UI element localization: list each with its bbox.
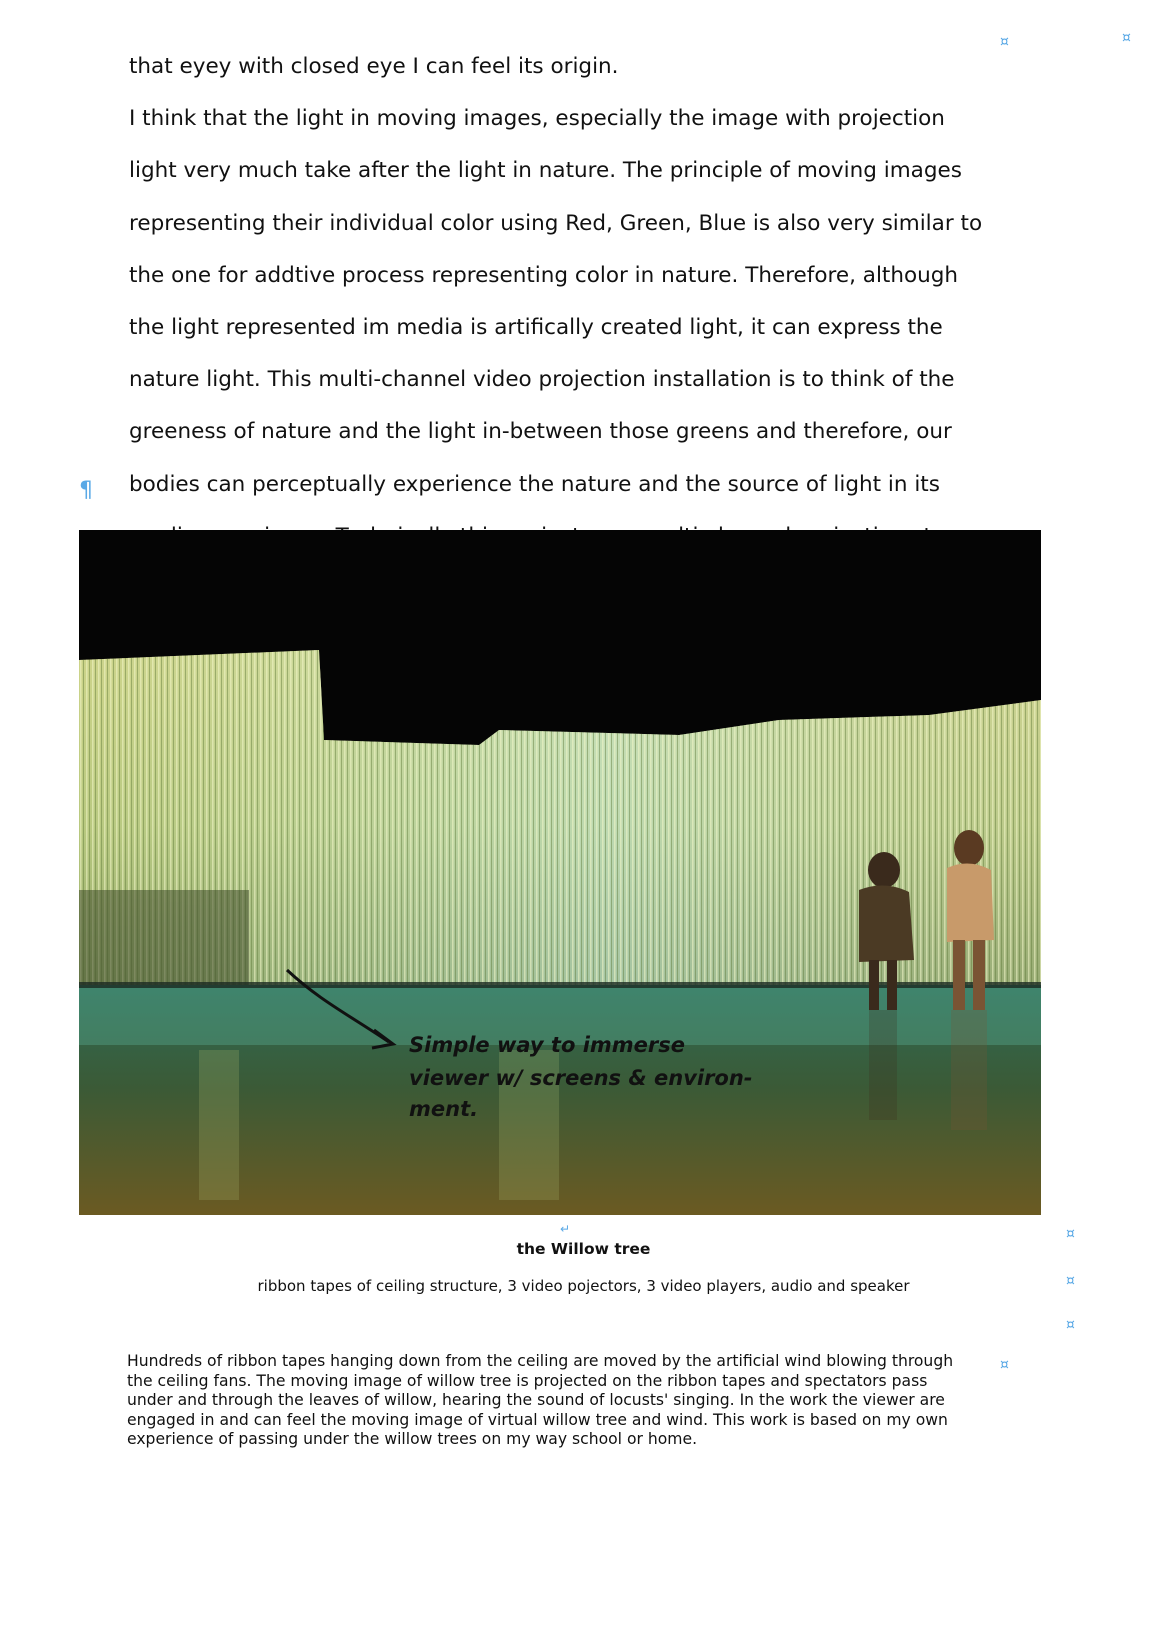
willow-installation-image xyxy=(79,530,1041,1215)
handwritten-note-line: ment. xyxy=(409,1097,479,1121)
text-line: engaged in and can feel the moving image of virtual willow tree and wind. This work is based on my own xyxy=(127,1410,948,1429)
cell-end-icon: ¤ xyxy=(1000,34,1009,50)
cell-end-icon: ¤ xyxy=(1066,1317,1075,1333)
text-line: I think that the light in moving images, especially the image with projection xyxy=(129,106,945,132)
text-line: light very much take after the light in nature. The principle of moving images xyxy=(129,158,962,184)
text-line: bodies can perceptually experience the nature and the source of light in its xyxy=(129,471,940,497)
text-line: the light represented im media is artifically created light, it can express the xyxy=(129,315,943,341)
handwritten-note-line: Simple way to immerse xyxy=(409,1033,685,1057)
body-paragraph-2 xyxy=(127,1352,1007,1450)
handwritten-note-line: viewer w/ screens & environ- xyxy=(409,1066,753,1090)
text-line: that eyey with closed eye I can feel its origin. xyxy=(129,54,619,80)
cell-end-icon: ¤ xyxy=(1066,1226,1075,1242)
text-line: greeness of nature and the light in-between those greens and therefore, our xyxy=(129,419,952,445)
pilcrow-icon: ¶ xyxy=(79,478,93,503)
text-line: under and through the leaves of willow, hearing the sound of locusts' singing. In the work the viewer are xyxy=(127,1391,945,1410)
text-line: experience of passing under the willow trees on my way school or home. xyxy=(127,1430,698,1449)
text-line: representing their individual color using Red, Green, Blue is also very similar to xyxy=(129,210,983,236)
cell-end-icon: ¤ xyxy=(1066,1273,1075,1289)
text-line: the one for addtive process representing color in nature. Therefore, although xyxy=(129,262,959,288)
installation-photo xyxy=(79,530,1041,1215)
caption-materials: ribbon tapes of ceiling structure, 3 video pojectors, 3 video players, audio and speaker xyxy=(257,1277,910,1295)
caption-title: the Willow tree xyxy=(516,1240,651,1258)
text-line: Hundreds of ribbon tapes hanging down from the ceiling are moved by the artificial wind blowing through xyxy=(127,1352,954,1370)
text-line: the ceiling fans. The moving image of willow tree is projected on the ribbon tapes and spectators pass xyxy=(127,1371,928,1390)
text-line: nature light. This multi-channel video projection installation is to think of the xyxy=(129,367,955,393)
cell-end-icon: ¤ xyxy=(1000,1357,1009,1373)
line-return-icon: ↵ xyxy=(560,1222,571,1236)
cell-end-icon: ¤ xyxy=(1122,30,1131,46)
